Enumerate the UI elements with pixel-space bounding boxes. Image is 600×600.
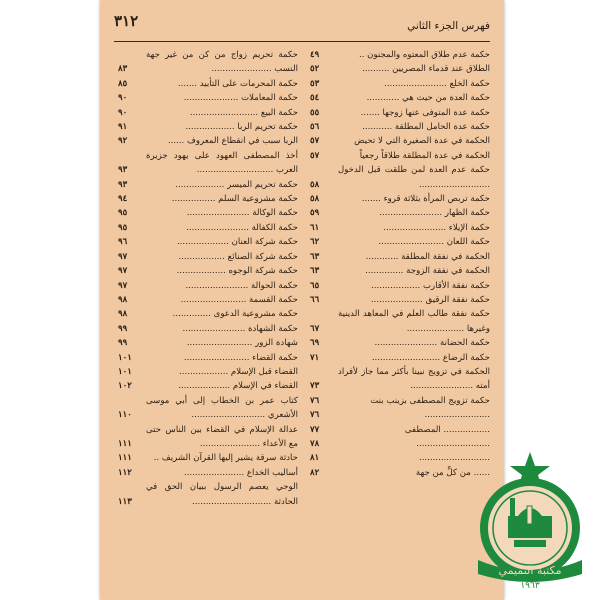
entry-title: حكمة نفقة طالب العلم في المعاهد الدينية وغيرها .....................: [338, 309, 490, 334]
entry-title: الطلاق عند قدماء المصريين ..........: [362, 64, 490, 75]
index-entry: [118, 365, 298, 379]
entry-title: عدالة الإسلام في القضاء بين الناس حتى مع الأعداء ......................: [146, 424, 298, 449]
entry-page-number: ٩٧: [118, 266, 128, 277]
index-column-right: [310, 48, 490, 480]
entry-title: القضاء قبل الإسلام ..................: [179, 366, 298, 377]
index-entry: [310, 120, 490, 134]
index-entry: [118, 120, 298, 134]
entry-title: الحكمة في نفقة الزوجة ..............: [365, 266, 490, 277]
entry-page-number: ٩٢: [118, 136, 128, 147]
index-entry: [310, 466, 490, 480]
entry-page-number: ١١٢: [118, 467, 132, 478]
entry-title: الوحي يعصم الرسول ببيان الحق في الحادثة .............................: [146, 482, 298, 507]
entry-title: حكمة مشروعية السلم ................: [171, 194, 298, 205]
index-entry: [118, 178, 298, 192]
entry-title: حكمة المحرمات على التأبيد .......: [177, 78, 298, 89]
index-entry: [310, 423, 490, 437]
entry-page-number: ٥٨: [310, 179, 320, 190]
entry-page-number: ٥٢: [310, 64, 320, 75]
entry-page-number: ٩٨: [118, 309, 128, 320]
document-page: [100, 0, 504, 600]
index-entry: [310, 365, 490, 394]
entry-title: القضاء في الإسلام ...................: [178, 381, 298, 392]
index-entry: [310, 91, 490, 105]
stamp-label: مكتبة التميمي: [498, 564, 562, 577]
index-entry: [118, 379, 298, 393]
index-entry: [118, 423, 298, 452]
entry-page-number: ١٠١: [118, 352, 132, 363]
entry-title: حكمة القسمة ........................: [180, 294, 298, 305]
entry-page-number: ٦٧: [310, 323, 320, 334]
entry-page-number: ٩٠: [118, 107, 128, 118]
entry-page-number: ٧٣: [310, 381, 320, 392]
index-entry: [118, 235, 298, 249]
entry-title: حكمة الخلع .......................: [384, 78, 490, 89]
entry-page-number: ٩٠: [118, 93, 128, 104]
entry-page-number: ٧١: [310, 352, 320, 363]
entry-page-number: ٨٣: [118, 64, 128, 75]
entry-page-number: ٦٦: [310, 294, 320, 305]
page-header: [114, 8, 490, 42]
entry-title: حكمة عدم العدة لمن طلقت قبل الدخول ..........................: [338, 165, 490, 190]
entry-title: الحكمة في عدة الصغيرة التي لا تحيض: [354, 136, 490, 147]
entry-title: حكمة نفقة الأقارب ..................: [371, 280, 490, 291]
entry-title: كتاب عمر بن الخطاب إلى أبي موسى الأشعري ...........................: [146, 395, 298, 421]
entry-page-number: ٥٩: [310, 208, 320, 219]
entry-page-number: ٥٧: [310, 150, 320, 161]
entry-page-number: ٦٣: [310, 266, 320, 277]
index-entry: [310, 62, 490, 76]
entry-title: حكمة الحوالة .......................: [185, 280, 298, 291]
entry-page-number: ٥٦: [310, 122, 320, 133]
book-icon: [514, 540, 546, 547]
index-entry: [118, 307, 298, 321]
index-entry: [310, 192, 490, 206]
entry-title: حكمة تحريم الميسر ..................: [175, 179, 298, 190]
entry-title: ........................: [424, 410, 490, 421]
entry-page-number: ٩١: [118, 122, 128, 133]
index-entry: [310, 279, 490, 293]
index-entry: [310, 206, 490, 220]
index-entry: [118, 351, 298, 365]
index-entry: [310, 293, 490, 307]
entry-page-number: ٦٥: [310, 280, 320, 291]
entry-title: ..........................: [418, 453, 490, 464]
entry-title: شهادة الزور ........................: [186, 338, 298, 349]
entry-title: حكمة نفقة الرقيق ...................: [370, 294, 490, 305]
entry-page-number: ٩٤: [118, 194, 128, 205]
index-entry: [118, 206, 298, 220]
entry-page-number: ٥٣: [310, 78, 320, 89]
index-entry: [118, 279, 298, 293]
index-entry: [118, 221, 298, 235]
entry-title: حكمة مشروعية الدعوى ..............: [172, 309, 298, 320]
entry-title: حكمة تحريم زواج من كن من غير جهة النسب ......................: [146, 50, 298, 75]
entry-page-number: ٩٣: [118, 179, 128, 190]
index-entry: [310, 264, 490, 278]
index-entry: [118, 106, 298, 120]
index-entry: [118, 480, 298, 509]
entry-page-number: ٧٨: [310, 438, 320, 449]
entry-page-number: ١١٠: [118, 410, 132, 421]
entry-page-number: ٩٧: [118, 280, 128, 291]
entry-title: حكمة عدم طلاق المعتوه والمجنون ..: [358, 50, 490, 60]
entry-title: ...........................: [416, 438, 490, 449]
index-entry: [310, 163, 490, 192]
index-entry: [310, 235, 490, 249]
entry-title: حكمة الرضاع .........................: [371, 352, 490, 363]
entry-title: أساليب الخداع ......................: [184, 467, 298, 478]
entry-page-number: ٩٩: [118, 338, 128, 349]
entry-page-number: ٤٩: [310, 50, 320, 60]
entry-page-number: ٧٧: [310, 424, 320, 435]
minaret-icon: [510, 498, 515, 538]
entry-page-number: ٥٨: [310, 194, 320, 205]
entry-title: حكمة البيع .........................: [189, 107, 298, 118]
entry-page-number: ٩٦: [118, 237, 128, 248]
entry-title: حكمة الإيلاء .......................: [383, 222, 490, 233]
index-entry: [118, 466, 298, 480]
entry-page-number: ٨٥: [118, 78, 128, 89]
index-entry: [310, 134, 490, 148]
entry-page-number: ٦٣: [310, 251, 320, 262]
entry-title: حكمة العدة من حيث هي ............: [366, 93, 490, 104]
entry-title: حكمة الظهار .......................: [379, 208, 490, 219]
entry-title: حكمة القضاء ........................: [183, 352, 298, 363]
index-entry: [310, 451, 490, 465]
entry-page-number: ١١٣: [118, 496, 132, 507]
entry-page-number: ٩٩: [118, 323, 128, 334]
entry-page-number: ١١١: [118, 438, 132, 449]
entry-title: الربا سبب في انقطاع المعروف ......: [167, 136, 298, 147]
index-entry: [118, 250, 298, 264]
entry-page-number: ٨٢: [310, 467, 320, 478]
entry-title: حكمة المعاملات ....................: [183, 93, 298, 104]
index-entry: [118, 451, 298, 465]
index-entry: [118, 134, 298, 148]
entry-page-number: ٩٨: [118, 294, 128, 305]
entry-page-number: ٧٦: [310, 395, 320, 406]
library-stamp: [470, 450, 590, 590]
entry-page-number: ٩٣: [118, 165, 128, 176]
entry-title: حكمة الحضانة .......................: [374, 338, 490, 349]
index-entry: [310, 221, 490, 235]
index-column-left: [118, 48, 298, 509]
entry-page-number: ٦٩: [310, 338, 320, 349]
index-entry: [310, 351, 490, 365]
entry-page-number: ١١١: [118, 453, 132, 464]
index-entry: [310, 250, 490, 264]
entry-page-number: ٥٤: [310, 93, 320, 104]
index-entry: [310, 394, 490, 408]
entry-title: أخذ المصطفى العهود على يهود جزيرة العرب ............................: [146, 150, 298, 176]
stamp-year: ١٩٦٣: [520, 581, 540, 590]
page-number: ٣١٢: [114, 12, 139, 30]
entry-title: حكمة تربص المرأة بثلاثة قروء .......: [361, 194, 490, 205]
index-entry: [310, 48, 490, 62]
entry-title: حكمة شركة الصنائع .................: [178, 251, 298, 262]
index-entry: [310, 149, 490, 163]
entry-title: الحكمة في عدة المطلقة طلاقاً رجعياً: [359, 150, 490, 161]
index-entry: [310, 307, 490, 336]
entry-page-number: ٩٧: [118, 251, 128, 262]
index-entry: [118, 192, 298, 206]
index-entry: [118, 394, 298, 423]
entry-title: حادثة سرقة يشير إليها القرآن الشريف ..: [153, 453, 298, 464]
header-rule: [114, 41, 490, 42]
entry-page-number: ٥٥: [310, 107, 320, 118]
index-entry: [118, 149, 298, 178]
entry-title: حكمة عدة المتوفى عنها زوجها .......: [360, 107, 490, 118]
entry-page-number: ٧٦: [310, 410, 320, 421]
index-entry: [310, 408, 490, 422]
index-entry: [118, 91, 298, 105]
entry-page-number: ٦٢: [310, 237, 320, 248]
running-title: فهرس الجزء الثاني: [407, 20, 490, 32]
entry-title: الحكمة في نفقة المطلقة ............: [365, 251, 490, 262]
entry-title: حكمة الوكالة .......................: [186, 208, 298, 219]
index-entry: [118, 264, 298, 278]
entry-title: الحكمة في تزويج نبينا بأكثر مما جاز لأفراد أمته .......................: [338, 366, 490, 392]
entry-title: حكمة عدة الحامل المطلقة ...........: [362, 122, 490, 133]
entry-title: حكمة شركة العنان ...................: [176, 237, 298, 248]
index-entry: [310, 336, 490, 350]
index-entry: [118, 48, 298, 77]
index-entry: [118, 322, 298, 336]
entry-title: ...... من كلٍّ من جهة: [415, 467, 490, 478]
entry-title: حكمة تحريم الربا ..................: [185, 122, 298, 133]
index-entry: [310, 106, 490, 120]
entry-title: حكمة الكفالة .......................: [186, 222, 298, 233]
entry-title: حكمة تزويج المصطفى بزينب بنت: [370, 395, 490, 406]
entry-page-number: ١٠١: [118, 366, 132, 377]
index-entry: [118, 336, 298, 350]
entry-title: ................. المصطفى: [404, 424, 490, 435]
entry-page-number: ٩٥: [118, 222, 128, 233]
index-entry: [118, 77, 298, 91]
entry-page-number: ٨١: [310, 453, 320, 464]
candle-icon: [527, 506, 532, 524]
index-entry: [310, 437, 490, 451]
entry-page-number: ٩٥: [118, 208, 128, 219]
entry-page-number: ١٠٢: [118, 381, 132, 392]
entry-title: حكمة اللعان ........................: [378, 237, 490, 248]
entry-page-number: ٦١: [310, 222, 320, 233]
entry-title: حكمة شركة الوجوه ..................: [176, 266, 298, 277]
entry-page-number: ٥٧: [310, 136, 320, 147]
index-entry: [310, 77, 490, 91]
entry-title: حكمة الشهادة .......................: [182, 323, 298, 334]
index-entry: [118, 293, 298, 307]
